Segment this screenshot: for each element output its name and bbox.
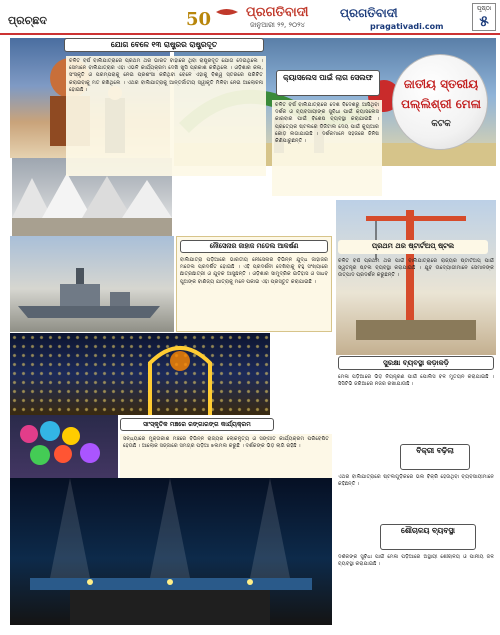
page-number-box (472, 3, 496, 31)
article-title-toilets: ଶୌଚାଳୟ ବ୍ୟବସ୍ଥା (380, 524, 476, 550)
article-title-navy: ନୌସେନାର ଜାହାଜ ମଡେଲ ଆକର୍ଷଣ (180, 240, 328, 253)
article-title-ambassadors: ଯୋଗ ବେଳେ ୧୩ ରାଷ୍ଟ୍ରର ରାଷ୍ଟ୍ରଦୂତ (64, 38, 264, 52)
anniversary-logo-text: 50 (186, 9, 212, 30)
sign-line-2: ପଲ୍ଲିଶ୍ରୀ ମେଳା (401, 97, 481, 111)
article-body-security: ମେଳା ପଡ଼ିଆରେ ଭିଡ଼ ନିୟନ୍ତ୍ରଣ ପାଇଁ ପୋଲିସ ବଳ ମୁତୟନ କରାଯାଇଛି । ସିସିଟିଭି ଜରିଆରେ ନଜର ରଖାଯାଉଛି । (338, 374, 494, 388)
sign-line-3: କଟକ (431, 119, 451, 129)
article-body-cultural: ସନ୍ଧ୍ୟାରେ ମୁକ୍ତାକାଶ ମଞ୍ଚରେ ବିଭିନ୍ନ ରାଜ୍ୟର ଲୋକନୃତ୍ୟ ଓ ସଙ୍ଗୀତ କାର୍ଯ୍ୟକ୍ରମ ପରିବେଷିତ ହେଉଛି । ଆଲୋକ ସଜ୍ଜାରେ ସମଗ୍ର ପଡ଼ିଆ ଝଲମଲ କରୁଛି । ଦର୍ଶକଙ୍କ ଭିଡ଼ ଲାଗି ରହିଛି । (120, 434, 332, 478)
article-title-security: ସୁରକ୍ଷା ବ୍ୟବସ୍ଥା କଡ଼ାକଡ଼ି (338, 356, 494, 370)
section-tab: ପ୍ରଚ୍ଛଦ (6, 12, 60, 30)
page-number: ୫ (479, 12, 489, 30)
masthead-date: ଜାନୁଆରୀ ୨୨, ୨୦୨୪ (250, 21, 306, 29)
article-title-sales: ବିକ୍ରୀ ବଢ଼ିଲା (400, 444, 470, 470)
article-title-startup: ପ୍ରଥମ ଥର ଷ୍ଟାର୍ଟଅପ୍ ଷ୍ଟଲ (338, 240, 488, 254)
masthead-title: ପ୍ରଗତିବାଦୀ (246, 5, 309, 20)
anniversary-logo (182, 4, 242, 30)
article-body-ambassadors: ଚଳିତ ବର୍ଷ ବାଲିଯାତ୍ରାରେ ପ୍ରଥମ ଥର ଭାରତ ବାହାରେ ଥିବା ରାଷ୍ଟ୍ରଦୂତ ଯୋଗ ଦେଇଥିଲେ । ସେମାନେ ବାଲିଯାତ୍ରାର ଏହା ଏଭଳି କାର୍ଯ୍ୟକ୍ରମ ଦେଖି ଖୁସି ପ୍ରକାଶ କରିଥିଲେ । ଓଡ଼ିଶାର କଳା, ସଂସ୍କୃତି ଓ ପରମ୍ପରାକୁ ନେଇ ପ୍ରଶଂସା କରିଥିବା ବେଳେ ଏହାକୁ ବିଶ୍ୱ ସ୍ତରରେ ପରିଚିତ କରାଇବାକୁ ମତ ରଖିଥିଲେ । ଏଥର ବାଲିଯାତ୍ରାକୁ ଆନ୍ତର୍ଜାତୀୟ ସ୍ୱୀକୃତି ମିଳିବା ନେଇ ଆଲୋଚନା ହୋଇଛି । (66, 56, 266, 176)
illuminated-gate-photo (10, 333, 270, 415)
article-body-sales: ଏଥର ବାଲିଯାତ୍ରାରେ ଷ୍ଟଲଗୁଡ଼ିକରେ ଭଲ ବିକ୍ରି ହେଉଥିବା ବ୍ୟବସାୟୀମାନେ କହିଛନ୍ତି । (338, 474, 494, 488)
brand-name: ପ୍ରଗତିବାଦୀ (340, 6, 398, 20)
article-title-cultural: ସାଂସ୍କୃତିକ ମଞ୍ଚରେ ରଙ୍ଗାରଙ୍ଗ କାର୍ଯ୍ୟକ୍ରମ (120, 418, 274, 431)
site-url[interactable]: pragativadi.com (370, 22, 444, 31)
article-title-cashless: କ୍ୟାସଲେସ ପାଇଁ ଲାଗ ସେଲଫ (276, 70, 380, 96)
sign-line-1: ଜାତୀୟ ସ୍ତରୀୟ (403, 77, 479, 91)
ship-model-photo (10, 236, 174, 332)
night-stage-photo (10, 478, 332, 625)
header-rule (0, 33, 500, 35)
article-body-cashless: ଚଳିତ ବର୍ଷ ବାଲିଯାତ୍ରାରେ ଦେଶ ବିଦେଶରୁ ଆସିଥିବା ଦର୍ଶକ ଓ ବ୍ୟବସାୟୀଙ୍କ ସୁବିଧା ପାଇଁ କ୍ୟାସଲେସ କାରବାର ପାଇଁ ବିଶେଷ ବ୍ୟବସ୍ଥା କରାଯାଇଛି । ପ୍ରତ୍ୟେକ ଷ୍ଟଲରେ ଡିଜିଟାଲ ଦେୟ ପାଇଁ କ୍ୟୁଆର କୋଡ଼ ଲଗାଯାଇଛି । ଦର୍ଶକମାନେ ସହଜରେ ଜିନିଷ କିଣିପାରୁଛନ୍ତି । (272, 100, 382, 196)
article-body-toilets: ଦର୍ଶକଙ୍କ ସୁବିଧା ପାଇଁ ମେଳା ପଡ଼ିଆରେ ଅସ୍ଥାୟୀ ଶୌଚାଳୟ ଓ ପାନୀୟ ଜଳ ବ୍ୟବସ୍ଥା କରାଯାଇଛି । (338, 554, 494, 568)
page-label: ପୃଷ୍ଠା (476, 5, 492, 12)
pallishree-mela-sign (392, 54, 488, 150)
article-body-navy: ବାଲିଯାତ୍ରା ପଡ଼ିଆରେ ଭାରତୀୟ ନୌସେନାର ବିଭିନ୍ନ ଯୁଦ୍ଧ ଜାହାଜର ମଡେଲ ପ୍ରଦର୍ଶିତ ହୋଇଛି । ଏହି ପ୍ରଦର୍ଶନୀ ଦେଖିବାକୁ ବହୁ ସଂଖ୍ୟାରେ ଛାତ୍ରଛାତ୍ରୀ ଓ ଯୁବକ ଆସୁଛନ୍ତି । ଓଡ଼ିଶାର ସାମୁଦ୍ରିକ ଇତିହାସ ଓ ସାଧବ ପୁଅଙ୍କ ବାଣିଜ୍ୟ ଯାତ୍ରାକୁ ମନେ ପକାଇ ଏହା ପ୍ରସ୍ତୁତ କରାଯାଇଛି । (180, 257, 328, 285)
article-body-startup: ଚଳିତ ବର୍ଷ ପ୍ରଥମ ଥର ପାଇଁ ବାଲିଯାତ୍ରାରେ ରାଜ୍ୟର ଷ୍ଟାର୍ଟଅପ୍ ପାଇଁ ସ୍ୱତନ୍ତ୍ର ଷ୍ଟଲ ବ୍ୟବସ୍ଥା କରାଯାଇଛି । ଯୁବ ଉଦ୍ୟୋଗୀମାନେ ସେମାନଙ୍କ ଉତ୍ପାଦ ପ୍ରଦର୍ଶନ କରୁଛନ୍ତି । (338, 258, 494, 279)
